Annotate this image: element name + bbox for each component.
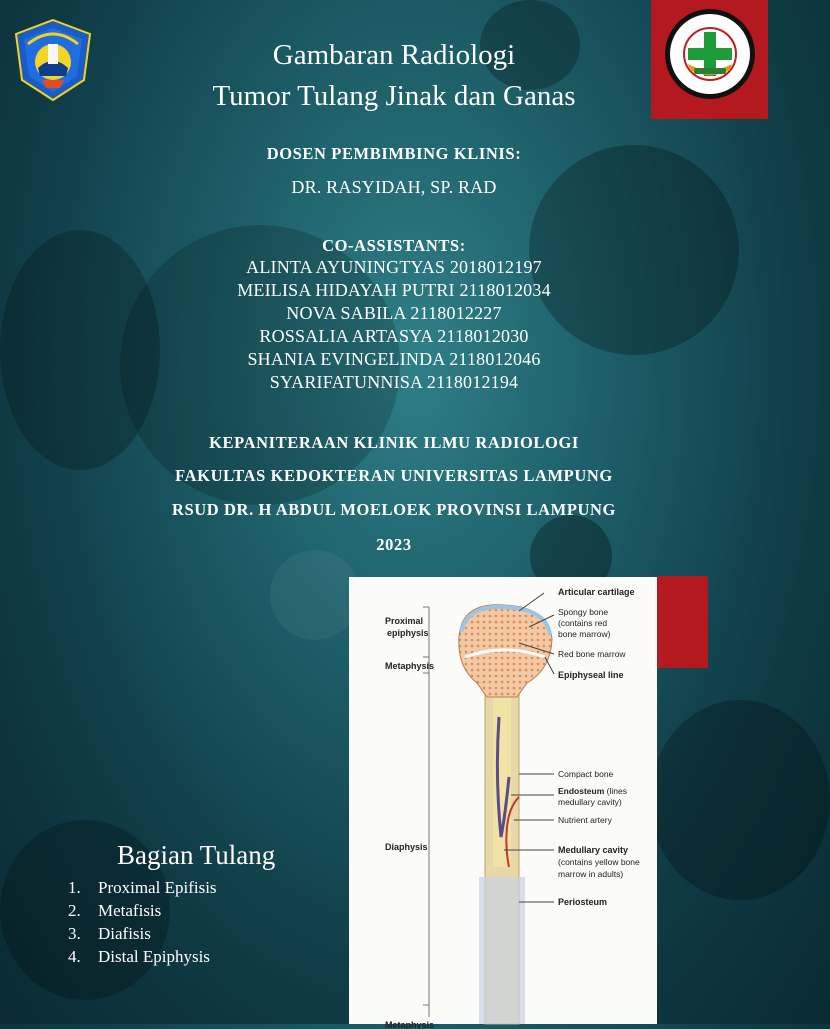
label-periosteum: Periosteum: [558, 897, 608, 907]
supervisor-label: DOSEN PEMBIMBING KLINIS:: [266, 144, 522, 163]
label-epiphyseal-line: Epiphyseal line: [558, 670, 624, 680]
bokeh-circle: [270, 550, 360, 640]
label-compact-bone: Compact bone: [558, 769, 614, 779]
label-medullary-cavity-3: marrow in adults): [558, 869, 624, 879]
list-item: 1. Proximal Epifisis: [68, 878, 217, 897]
list-item: 3. Diafisis: [68, 924, 151, 943]
label-metaphysis-bottom: Metaphysis: [385, 1020, 435, 1029]
bone-diagram: [349, 577, 657, 1029]
label-endosteum-2: medullary cavity): [558, 797, 622, 807]
institution-line3: RSUD DR. H ABDUL MOELOEK PROVINSI LAMPUNG: [171, 500, 616, 519]
assistant-name: ALINTA AYUNINGTYAS 2018012197: [246, 257, 542, 277]
label-articular-cartilage: Articular cartilage: [558, 587, 635, 597]
label-nutrient-artery: Nutrient artery: [558, 815, 612, 825]
label-spongy-bone: Spongy bone: [558, 607, 609, 617]
page-title-line2: Tumor Tulang Jinak dan Ganas: [212, 80, 576, 112]
bokeh-circle: [650, 700, 830, 900]
assistant-name: SYARIFATUNNISA 2118012194: [269, 372, 519, 392]
institution-line2: FAKULTAS KEDOKTERAN UNIVERSITAS LAMPUNG: [175, 466, 613, 485]
assistant-name: ROSSALIA ARTASYA 2118012030: [259, 326, 529, 346]
page-title-line1: Gambaran Radiologi: [272, 39, 516, 71]
label-medullary-cavity: Medullary cavity: [558, 845, 629, 855]
institution-line1: KEPANITERAAN KLINIK ILMU RADIOLOGI: [209, 433, 579, 452]
list-item: 2. Metafisis: [68, 901, 162, 920]
assistant-name: MEILISA HIDAYAH PUTRI 2118012034: [237, 280, 551, 300]
label-endosteum: Endosteum (lines: [558, 786, 627, 796]
bagian-title: Bagian Tulang: [117, 840, 276, 870]
assistant-name: SHANIA EVINGELINDA 2118012046: [247, 349, 541, 369]
red-accent-middle: [656, 576, 708, 668]
label-red-bone-marrow: Red bone marrow: [558, 649, 626, 659]
assistant-name: NOVA SABILA 2118012227: [286, 303, 502, 323]
label-proximal: Proximal: [385, 616, 424, 626]
label-diaphysis: Diaphysis: [385, 842, 428, 852]
label-medullary-cavity-2: (contains yellow bone: [558, 857, 640, 867]
supervisor-name: DR. RASYIDAH, SP. RAD: [291, 177, 497, 197]
bagian-list: [68, 876, 217, 968]
label-spongy-bone-2: (contains red: [558, 618, 608, 628]
assistants-label: CO-ASSISTANTS:: [322, 236, 466, 255]
institution-year: 2023: [376, 535, 412, 554]
label-epiphysis: epiphysis: [387, 628, 429, 638]
list-item: 4. Distal Epiphysis: [68, 947, 210, 966]
label-spongy-bone-3: bone marrow): [558, 629, 611, 639]
label-metaphysis: Metaphysis: [385, 661, 435, 671]
